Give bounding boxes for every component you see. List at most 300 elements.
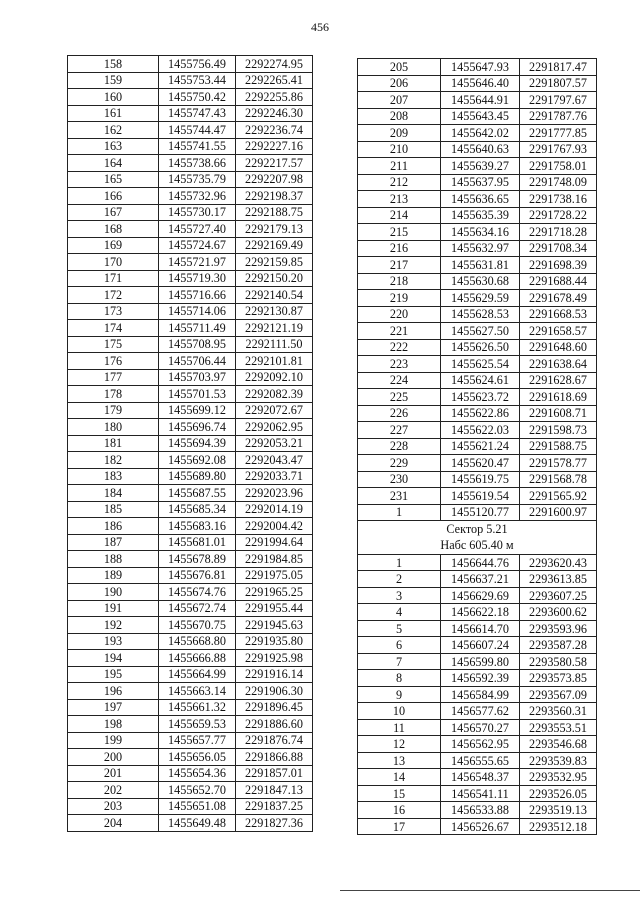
table-row [68, 617, 313, 634]
point-number: 1 [358, 504, 441, 521]
x-coordinate: 1456637.21 [441, 571, 520, 588]
x-coordinate: 1455657.77 [159, 732, 236, 749]
table-row [68, 452, 313, 469]
point-number: 214 [358, 207, 441, 224]
y-coordinate: 2291728.22 [520, 207, 597, 224]
x-coordinate: 1455637.95 [441, 174, 520, 191]
table-row [68, 716, 313, 733]
point-number: 206 [358, 75, 441, 92]
y-coordinate: 2291876.74 [236, 732, 313, 749]
y-coordinate: 2291797.67 [520, 92, 597, 109]
table-row [68, 765, 313, 782]
table-row [358, 785, 597, 802]
y-coordinate: 2291718.28 [520, 224, 597, 241]
x-coordinate: 1456562.95 [441, 736, 520, 753]
point-number: 205 [358, 59, 441, 76]
x-coordinate: 1456622.18 [441, 604, 520, 621]
x-coordinate: 1455622.86 [441, 405, 520, 422]
y-coordinate: 2291896.45 [236, 699, 313, 716]
table-row [68, 171, 313, 188]
point-number: 193 [68, 633, 159, 650]
point-number: 183 [68, 468, 159, 485]
table-row [358, 158, 597, 175]
sector-header-row [358, 521, 597, 555]
x-coordinate: 1455674.76 [159, 584, 236, 601]
point-number: 209 [358, 125, 441, 142]
y-coordinate: 2292053.21 [236, 435, 313, 452]
x-coordinate: 1455651.08 [159, 798, 236, 815]
table-row [68, 633, 313, 650]
x-coordinate: 1455628.53 [441, 306, 520, 323]
y-coordinate: 2291608.71 [520, 405, 597, 422]
y-coordinate: 2293573.85 [520, 670, 597, 687]
y-coordinate: 2291935.80 [236, 633, 313, 650]
y-coordinate: 2292023.96 [236, 485, 313, 502]
table-row [68, 402, 313, 419]
point-number: 226 [358, 405, 441, 422]
point-number: 159 [68, 72, 159, 89]
point-number: 10 [358, 703, 441, 720]
y-coordinate: 2292130.87 [236, 303, 313, 320]
y-coordinate: 2293560.31 [520, 703, 597, 720]
x-coordinate: 1455735.79 [159, 171, 236, 188]
x-coordinate: 1455636.65 [441, 191, 520, 208]
y-coordinate: 2293580.58 [520, 653, 597, 670]
point-number: 161 [68, 105, 159, 122]
point-number: 194 [68, 650, 159, 667]
y-coordinate: 2293567.09 [520, 686, 597, 703]
point-number: 162 [68, 122, 159, 139]
table-row [68, 782, 313, 799]
point-number: 223 [358, 356, 441, 373]
table-row [68, 584, 313, 601]
y-coordinate: 2291628.67 [520, 372, 597, 389]
y-coordinate: 2292179.13 [236, 221, 313, 238]
table-row [68, 188, 313, 205]
x-coordinate: 1455676.81 [159, 567, 236, 584]
point-number: 182 [68, 452, 159, 469]
y-coordinate: 2292121.19 [236, 320, 313, 337]
point-number: 207 [358, 92, 441, 109]
point-number: 4 [358, 604, 441, 621]
table-row [68, 386, 313, 403]
x-coordinate: 1455639.27 [441, 158, 520, 175]
x-coordinate: 1456644.76 [441, 554, 520, 571]
y-coordinate: 2293607.25 [520, 587, 597, 604]
y-coordinate: 2292014.19 [236, 501, 313, 518]
x-coordinate: 1456548.37 [441, 769, 520, 786]
table-row [358, 471, 597, 488]
table-row [358, 438, 597, 455]
table-row [358, 587, 597, 604]
x-coordinate: 1456570.27 [441, 719, 520, 736]
point-number: 168 [68, 221, 159, 238]
y-coordinate: 2291975.05 [236, 567, 313, 584]
point-number: 170 [68, 254, 159, 271]
table-row [358, 571, 597, 588]
x-coordinate: 1455647.93 [441, 59, 520, 76]
y-coordinate: 2293613.85 [520, 571, 597, 588]
table-row [358, 637, 597, 654]
table-row [358, 207, 597, 224]
y-coordinate: 2293546.68 [520, 736, 597, 753]
point-number: 14 [358, 769, 441, 786]
y-coordinate: 2292274.95 [236, 56, 313, 73]
point-number: 210 [358, 141, 441, 158]
point-number: 158 [68, 56, 159, 73]
table-row [358, 422, 597, 439]
table-row [358, 389, 597, 406]
table-row [358, 59, 597, 76]
y-coordinate: 2291965.25 [236, 584, 313, 601]
sector-area: Набс 605.40 м [440, 538, 514, 553]
coordinates-table-left [67, 55, 313, 832]
y-coordinate: 2293519.13 [520, 802, 597, 819]
point-number: 211 [358, 158, 441, 175]
x-coordinate: 1455652.70 [159, 782, 236, 799]
point-number: 184 [68, 485, 159, 502]
x-coordinate: 1455681.01 [159, 534, 236, 551]
x-coordinate: 1455714.06 [159, 303, 236, 320]
y-coordinate: 2291598.73 [520, 422, 597, 439]
point-number: 229 [358, 455, 441, 472]
y-coordinate: 2291837.25 [236, 798, 313, 815]
y-coordinate: 2291658.57 [520, 323, 597, 340]
x-coordinate: 1455687.55 [159, 485, 236, 502]
x-coordinate: 1455732.96 [159, 188, 236, 205]
x-coordinate: 1455623.72 [441, 389, 520, 406]
point-number: 15 [358, 785, 441, 802]
x-coordinate: 1455627.50 [441, 323, 520, 340]
point-number: 5 [358, 620, 441, 637]
table-row [358, 620, 597, 637]
x-coordinate: 1455642.02 [441, 125, 520, 142]
point-number: 208 [358, 108, 441, 125]
point-number: 160 [68, 89, 159, 106]
y-coordinate: 2291758.01 [520, 158, 597, 175]
table-row [68, 270, 313, 287]
point-number: 217 [358, 257, 441, 274]
table-row [68, 72, 313, 89]
y-coordinate: 2293512.18 [520, 818, 597, 835]
x-coordinate: 1455631.81 [441, 257, 520, 274]
point-number: 215 [358, 224, 441, 241]
table-row [358, 174, 597, 191]
table-row [68, 369, 313, 386]
point-number: 175 [68, 336, 159, 353]
table-row [68, 650, 313, 667]
page-number: 456 [311, 20, 329, 34]
point-number: 190 [68, 584, 159, 601]
point-number: 203 [68, 798, 159, 815]
point-number: 231 [358, 488, 441, 505]
y-coordinate: 2292188.75 [236, 204, 313, 221]
table-row [358, 488, 597, 505]
x-coordinate: 1455664.99 [159, 666, 236, 683]
x-coordinate: 1455622.03 [441, 422, 520, 439]
x-coordinate: 1455670.75 [159, 617, 236, 634]
point-number: 187 [68, 534, 159, 551]
point-number: 171 [68, 270, 159, 287]
table-row [68, 353, 313, 370]
point-number: 179 [68, 402, 159, 419]
y-coordinate: 2291668.53 [520, 306, 597, 323]
point-number: 17 [358, 818, 441, 835]
y-coordinate: 2291827.36 [236, 815, 313, 832]
x-coordinate: 1455646.40 [441, 75, 520, 92]
y-coordinate: 2293532.95 [520, 769, 597, 786]
table-row [358, 719, 597, 736]
table-row [358, 372, 597, 389]
point-number: 12 [358, 736, 441, 753]
point-number: 7 [358, 653, 441, 670]
point-number: 180 [68, 419, 159, 436]
table-row [68, 551, 313, 568]
point-number: 196 [68, 683, 159, 700]
point-number: 191 [68, 600, 159, 617]
y-coordinate: 2291925.98 [236, 650, 313, 667]
x-coordinate: 1455625.54 [441, 356, 520, 373]
y-coordinate: 2291945.63 [236, 617, 313, 634]
point-number: 224 [358, 372, 441, 389]
y-coordinate: 2291698.39 [520, 257, 597, 274]
y-coordinate: 2291916.14 [236, 666, 313, 683]
table-row [68, 221, 313, 238]
x-coordinate: 1456614.70 [441, 620, 520, 637]
point-number: 169 [68, 237, 159, 254]
table-row [358, 75, 597, 92]
point-number: 167 [68, 204, 159, 221]
y-coordinate: 2292198.37 [236, 188, 313, 205]
point-number: 176 [68, 353, 159, 370]
point-number: 219 [358, 290, 441, 307]
y-coordinate: 2292004.42 [236, 518, 313, 535]
y-coordinate: 2291857.01 [236, 765, 313, 782]
x-coordinate: 1455692.08 [159, 452, 236, 469]
x-coordinate: 1455727.40 [159, 221, 236, 238]
table-row [358, 405, 597, 422]
sector-header [358, 521, 597, 555]
table-row [68, 320, 313, 337]
table-row [358, 323, 597, 340]
x-coordinate: 1455632.97 [441, 240, 520, 257]
x-coordinate: 1455659.53 [159, 716, 236, 733]
x-coordinate: 1455634.16 [441, 224, 520, 241]
table-row [68, 155, 313, 172]
y-coordinate: 2291568.78 [520, 471, 597, 488]
x-coordinate: 1455640.63 [441, 141, 520, 158]
y-coordinate: 2291588.75 [520, 438, 597, 455]
coordinates-table-right [357, 58, 597, 835]
table-row [68, 468, 313, 485]
point-number: 197 [68, 699, 159, 716]
y-coordinate: 2291994.64 [236, 534, 313, 551]
table-row [68, 683, 313, 700]
table-row [358, 736, 597, 753]
x-coordinate: 1455683.16 [159, 518, 236, 535]
table-row [68, 534, 313, 551]
point-number: 230 [358, 471, 441, 488]
x-coordinate: 1455753.44 [159, 72, 236, 89]
y-coordinate: 2291955.44 [236, 600, 313, 617]
y-coordinate: 2293553.51 [520, 719, 597, 736]
table-row [358, 273, 597, 290]
point-number: 189 [68, 567, 159, 584]
point-number: 204 [68, 815, 159, 832]
table-row [358, 125, 597, 142]
y-coordinate: 2291565.92 [520, 488, 597, 505]
x-coordinate: 1455708.95 [159, 336, 236, 353]
table-row [358, 455, 597, 472]
table-row [68, 518, 313, 535]
point-number: 166 [68, 188, 159, 205]
table-row [358, 356, 597, 373]
x-coordinate: 1455666.88 [159, 650, 236, 667]
table-row [358, 604, 597, 621]
point-number: 174 [68, 320, 159, 337]
y-coordinate: 2292072.67 [236, 402, 313, 419]
x-coordinate: 1456607.24 [441, 637, 520, 654]
y-coordinate: 2291618.69 [520, 389, 597, 406]
x-coordinate: 1456541.11 [441, 785, 520, 802]
point-number: 163 [68, 138, 159, 155]
x-coordinate: 1456599.80 [441, 653, 520, 670]
table-row [68, 122, 313, 139]
x-coordinate: 1455635.39 [441, 207, 520, 224]
point-number: 13 [358, 752, 441, 769]
table-row [68, 56, 313, 73]
table-row [68, 89, 313, 106]
y-coordinate: 2291638.64 [520, 356, 597, 373]
y-coordinate: 2291600.97 [520, 504, 597, 521]
y-coordinate: 2291678.49 [520, 290, 597, 307]
x-coordinate: 1455694.39 [159, 435, 236, 452]
y-coordinate: 2292255.86 [236, 89, 313, 106]
point-number: 178 [68, 386, 159, 403]
point-number: 192 [68, 617, 159, 634]
x-coordinate: 1455738.66 [159, 155, 236, 172]
x-coordinate: 1455701.53 [159, 386, 236, 403]
y-coordinate: 2291817.47 [520, 59, 597, 76]
point-number: 1 [358, 554, 441, 571]
y-coordinate: 2292227.16 [236, 138, 313, 155]
x-coordinate: 1455716.66 [159, 287, 236, 304]
y-coordinate: 2291648.60 [520, 339, 597, 356]
table-row [358, 108, 597, 125]
x-coordinate: 1456584.99 [441, 686, 520, 703]
point-number: 201 [68, 765, 159, 782]
point-number: 3 [358, 587, 441, 604]
point-number: 195 [68, 666, 159, 683]
x-coordinate: 1455703.97 [159, 369, 236, 386]
point-number: 212 [358, 174, 441, 191]
x-coordinate: 1455744.47 [159, 122, 236, 139]
x-coordinate: 1455661.32 [159, 699, 236, 716]
table-row [358, 240, 597, 257]
point-number: 202 [68, 782, 159, 799]
table-row [68, 749, 313, 766]
point-number: 181 [68, 435, 159, 452]
x-coordinate: 1455643.45 [441, 108, 520, 125]
table-row [358, 257, 597, 274]
table-row [68, 501, 313, 518]
point-number: 177 [68, 369, 159, 386]
point-number: 218 [358, 273, 441, 290]
table-row [68, 138, 313, 155]
y-coordinate: 2293526.05 [520, 785, 597, 802]
table-row [68, 600, 313, 617]
y-coordinate: 2292033.71 [236, 468, 313, 485]
x-coordinate: 1455696.74 [159, 419, 236, 436]
y-coordinate: 2293587.28 [520, 637, 597, 654]
y-coordinate: 2291984.85 [236, 551, 313, 568]
x-coordinate: 1455619.54 [441, 488, 520, 505]
y-coordinate: 2291708.34 [520, 240, 597, 257]
table-row [68, 204, 313, 221]
table-row [358, 802, 597, 819]
table-row [358, 752, 597, 769]
table-row [358, 191, 597, 208]
point-number: 228 [358, 438, 441, 455]
table-row [68, 336, 313, 353]
table-row [358, 306, 597, 323]
point-number: 173 [68, 303, 159, 320]
x-coordinate: 1456526.67 [441, 818, 520, 835]
y-coordinate: 2292111.50 [236, 336, 313, 353]
x-coordinate: 1455689.80 [159, 468, 236, 485]
x-coordinate: 1455721.97 [159, 254, 236, 271]
x-coordinate: 1455685.34 [159, 501, 236, 518]
x-coordinate: 1455621.24 [441, 438, 520, 455]
point-number: 2 [358, 571, 441, 588]
y-coordinate: 2291906.30 [236, 683, 313, 700]
x-coordinate: 1456592.39 [441, 670, 520, 687]
table-row [358, 224, 597, 241]
table-row [358, 554, 597, 571]
point-number: 213 [358, 191, 441, 208]
y-coordinate: 2292150.20 [236, 270, 313, 287]
table-row [358, 92, 597, 109]
y-coordinate: 2291738.16 [520, 191, 597, 208]
y-coordinate: 2293539.83 [520, 752, 597, 769]
y-coordinate: 2292265.41 [236, 72, 313, 89]
table-row [68, 699, 313, 716]
point-number: 188 [68, 551, 159, 568]
x-coordinate: 1456577.62 [441, 703, 520, 720]
x-coordinate: 1455750.42 [159, 89, 236, 106]
table-row [68, 105, 313, 122]
y-coordinate: 2292246.30 [236, 105, 313, 122]
table-row [68, 732, 313, 749]
x-coordinate: 1455626.50 [441, 339, 520, 356]
y-coordinate: 2291866.88 [236, 749, 313, 766]
point-number: 172 [68, 287, 159, 304]
point-number: 221 [358, 323, 441, 340]
table-row [358, 686, 597, 703]
y-coordinate: 2291807.57 [520, 75, 597, 92]
point-number: 222 [358, 339, 441, 356]
y-coordinate: 2291886.60 [236, 716, 313, 733]
x-coordinate: 1455747.43 [159, 105, 236, 122]
point-number: 199 [68, 732, 159, 749]
y-coordinate: 2291777.85 [520, 125, 597, 142]
table-row [68, 815, 313, 832]
point-number: 164 [68, 155, 159, 172]
sector-title: Сектор 5.21 [446, 522, 508, 536]
x-coordinate: 1455654.36 [159, 765, 236, 782]
y-coordinate: 2293620.43 [520, 554, 597, 571]
y-coordinate: 2291688.44 [520, 273, 597, 290]
